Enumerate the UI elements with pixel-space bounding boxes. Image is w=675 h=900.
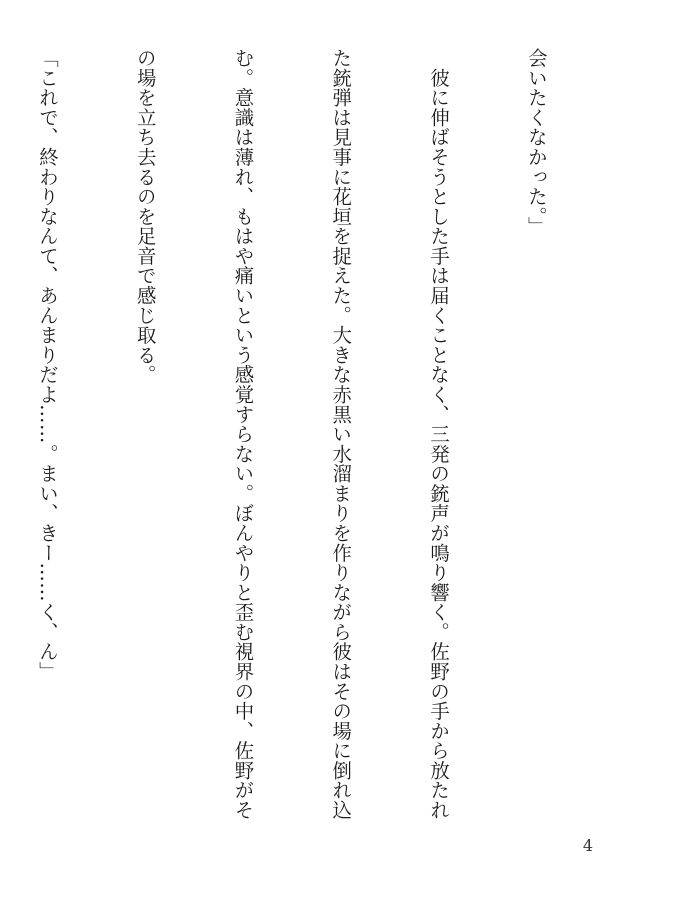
text-line: の場を立ち去るのを足音で感じ取る。 <box>133 48 157 385</box>
text-line: た銃弾は見事に花垣を捉えた。大きな赤黒い水溜まりを作りながら彼はその場に倒れ込 <box>329 48 353 820</box>
page-number: 4 <box>582 836 593 855</box>
text-line: む。意識は薄れ、もはや痛いという感覚すらない。ぼんやりと歪む視界の中、佐野がそ <box>231 48 255 820</box>
text-line: 会いたくなかった。」 <box>524 48 548 237</box>
vertical-text-body <box>35 48 617 848</box>
text-line: 彼に伸ばそうとした手は届くことなく、三発の銃声が鳴り響く。佐野の手から放たれ <box>427 48 451 820</box>
text-line: 「これで、終わりなんて、あんまりだよ……。まい、きー……く、ん」 <box>35 48 59 682</box>
